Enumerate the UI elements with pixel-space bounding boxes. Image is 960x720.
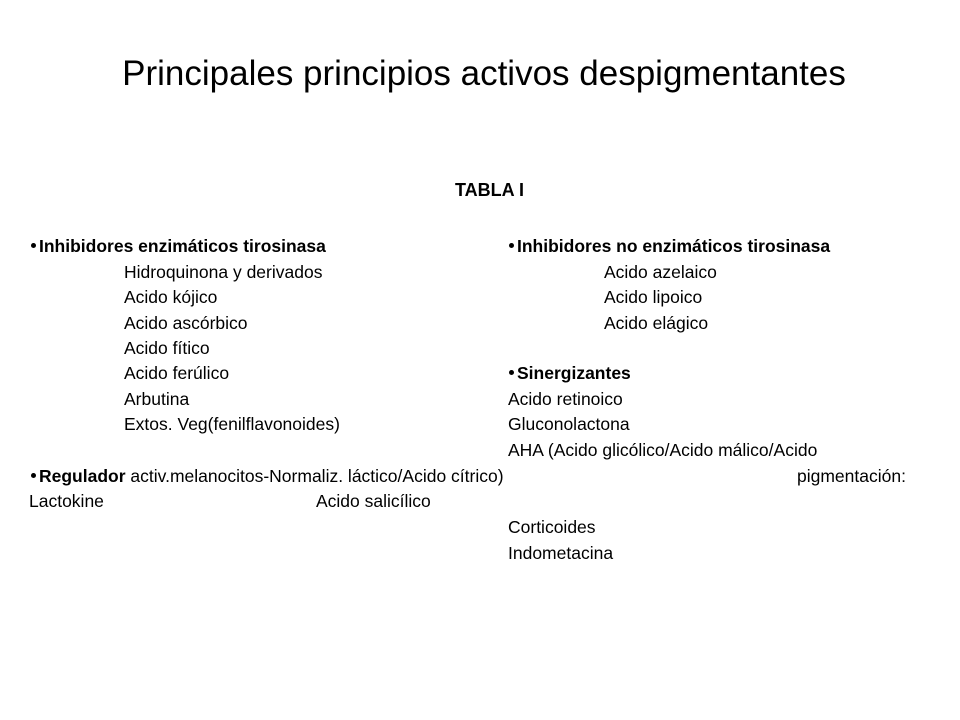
regulator-text: activ.melanocitos-Normaliz. láctico/Acido cítrico) <box>130 466 504 486</box>
bullet-icon <box>509 243 514 248</box>
synergist-item: Acido retinoico <box>508 389 623 409</box>
left-item: Acido fítico <box>124 338 210 358</box>
synergist-item: Gluconolactona <box>508 414 630 434</box>
extra-item: Indometacina <box>508 543 614 563</box>
regulator-trailing: pigmentación: <box>797 466 906 486</box>
regulator-line2-right: Acido salicílico <box>316 491 431 511</box>
right-column-heading: Inhibidores no enzimáticos tirosinasa <box>517 236 831 256</box>
slide-title: Principales principios activos despigmentantes <box>122 54 846 93</box>
synergist-item: AHA (Acido glicólico/Acido málico/Acido <box>508 440 818 460</box>
left-heading-line <box>29 234 326 259</box>
right-item: Acido lipoico <box>604 287 703 307</box>
synergists-heading-line <box>507 361 631 386</box>
regulator-label: Regulador <box>39 466 126 486</box>
table-title: TABLA I <box>455 180 524 200</box>
right-heading-line <box>507 234 830 259</box>
extra-item: Corticoides <box>508 517 596 537</box>
regulator-line2-left: Lactokine <box>29 491 104 511</box>
right-item: Acido azelaico <box>604 262 717 282</box>
left-item: Extos. Veg(fenilflavonoides) <box>124 414 340 434</box>
bullet-icon <box>31 473 36 478</box>
left-item: Hidroquinona y derivados <box>124 262 323 282</box>
left-item: Arbutina <box>124 389 190 409</box>
left-item: Acido ascórbico <box>124 313 248 333</box>
bullet-icon <box>31 243 36 248</box>
bullet-icon <box>509 370 514 375</box>
regulator-line <box>29 464 504 489</box>
left-item: Acido kójico <box>124 287 218 307</box>
left-column-heading: Inhibidores enzimáticos tirosinasa <box>39 236 326 256</box>
right-item: Acido elágico <box>604 313 709 333</box>
synergists-heading: Sinergizantes <box>517 363 631 383</box>
left-item: Acido ferúlico <box>124 363 230 383</box>
